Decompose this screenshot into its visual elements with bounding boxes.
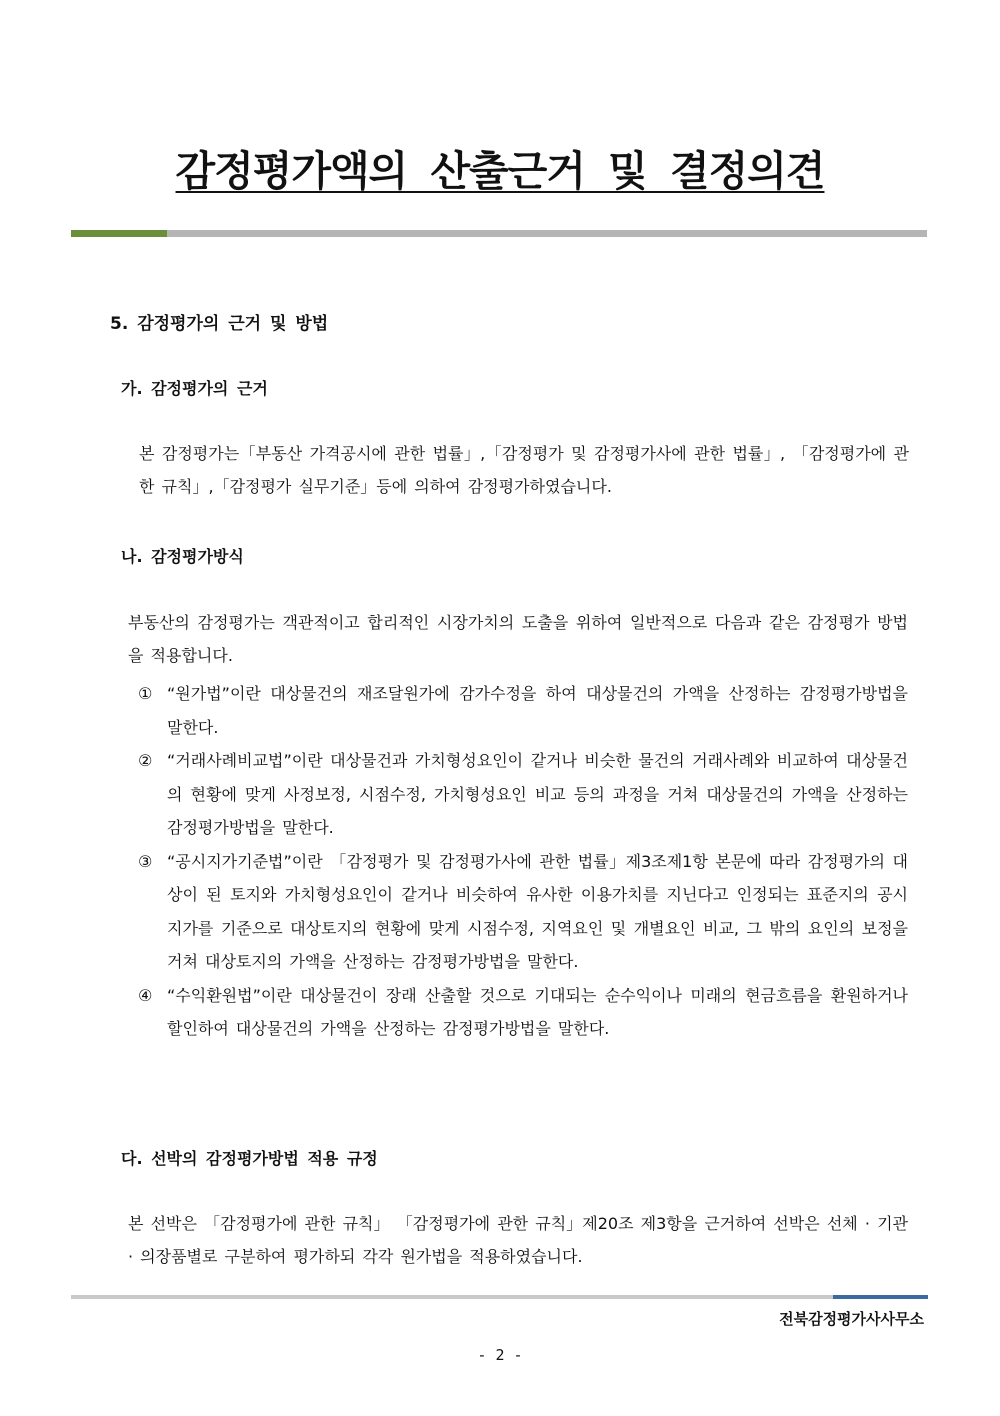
list-item — [138, 744, 908, 845]
list-item-number: ③ — [138, 851, 153, 871]
list-item-text: “원가법”이란 대상물건의 재조달원가에 감가수정을 하여 대상물건의 가액을 산정하는 감정평가방법을 말한다. — [167, 684, 908, 737]
subsection-a-text: 본 감정평가는「부동산 가격공시에 관한 법률」,「감정평가 및 감정평가사에 관한 법률」, 「감정평가에 관한 규칙」,「감정평가 실무기준」등에 의하여 감정평가하였습니다. — [139, 444, 909, 496]
section-heading: 5. 감정평가의 근거 및 방법 — [110, 314, 329, 334]
method-list — [138, 677, 908, 1046]
list-item-text: “수익환원법”이란 대상물건이 장래 산출할 것으로 기대되는 순수익이나 미래의 현금흐름을 환원하거나 할인하여 대상물건의 가액을 산정하는 감정평가방법을 말한다. — [167, 985, 908, 1038]
footer-rule — [71, 1295, 833, 1299]
subsection-c-heading: 다. 선박의 감정평가방법 적용 규정 — [121, 1149, 378, 1168]
page-title: 감정평가액의 산출근거 및 결정의견 — [175, 147, 825, 195]
page-number: - 2 - — [477, 1346, 523, 1364]
subsection-c-text: 본 선박은 「감정평가에 관한 규칙」 「감정평가에 관한 규칙」제20조 제3항을 근거하여 선박은 선체 · 기관 · 의장품별로 구분하여 평가하되 각각 원가법을 적용하였습니다. — [128, 1214, 908, 1266]
list-item-text: “공시지가기준법”이란 「감정평가 및 감정평가사에 관한 법률」제3조제1항 본문에 따라 감정평가의 대상이 된 토지와 가치형성요인이 같거나 비슷하여 유사한 이용가치를 지닌다고 인정되는 표준지의 공시지가를 기준으로 대상토지의 현황에 맞게 시점수정, 지역요인 및 개별요인 비교, 그 밖의 요인의 보정을 거쳐 대상토지의 가액을 산정하는 감정평가방법을 말한다. — [167, 851, 908, 971]
title-rule-accent — [71, 230, 167, 237]
list-item-number: ④ — [138, 985, 153, 1005]
list-item — [138, 979, 908, 1046]
list-item-text: “거래사례비교법”이란 대상물건과 가치형성요인이 같거나 비슷한 물건의 거래사례와 비교하여 대상물건의 현황에 맞게 사정보정, 시점수정, 가치형성요인 비교 등의 과정을 거쳐 대상물건의 가액을 산정하는 감정평가방법을 말한다. — [167, 751, 908, 837]
subsection-b-intro: 부동산의 감정평가는 객관적이고 합리적인 시장가치의 도출을 위하여 일반적으로 다음과 같은 감정평가 방법을 적용합니다. — [128, 613, 908, 665]
office-name: 전북감정평가사사무소 — [779, 1310, 924, 1328]
list-item-number: ① — [138, 684, 153, 703]
subsection-b-heading: 나. 감정평가방식 — [121, 547, 244, 566]
footer-rule-accent — [833, 1295, 928, 1299]
list-item-number: ② — [138, 751, 153, 770]
list-item — [138, 845, 908, 979]
title-rule — [167, 230, 927, 237]
list-item — [138, 677, 908, 744]
subsection-a-heading: 가. 감정평가의 근거 — [121, 379, 268, 398]
